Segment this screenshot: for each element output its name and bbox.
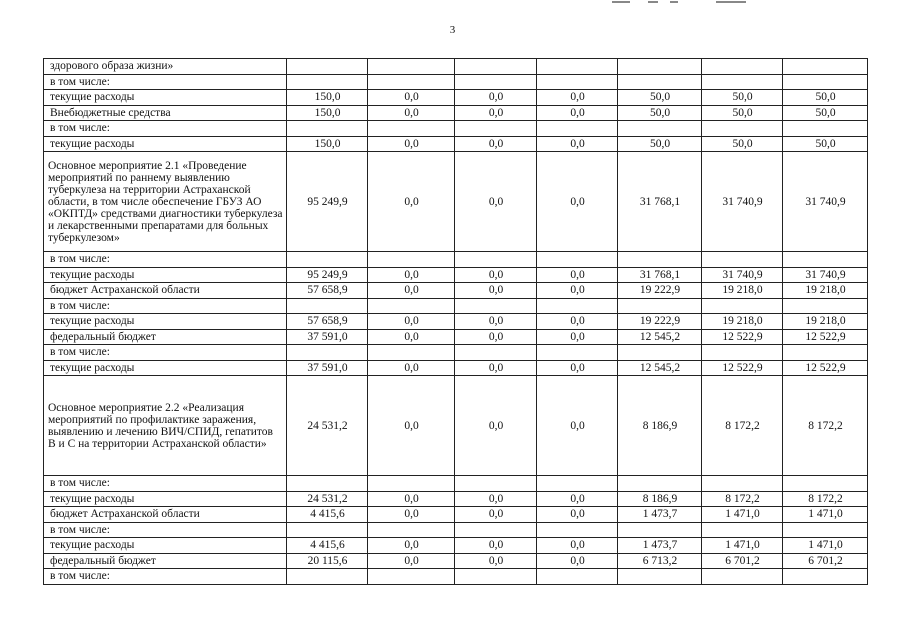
value-cell: 12 545,2	[618, 329, 702, 345]
value-cell	[287, 522, 368, 538]
value-cell	[618, 345, 702, 361]
value-cell: 0,0	[455, 507, 537, 523]
value-cell: 6 713,2	[618, 553, 702, 569]
row-label: в том числе:	[44, 345, 287, 361]
value-cell: 50,0	[702, 105, 783, 121]
value-cell	[368, 569, 455, 585]
value-cell: 0,0	[455, 491, 537, 507]
value-cell: 0,0	[368, 553, 455, 569]
value-cell: 0,0	[537, 283, 618, 299]
value-cell: 0,0	[455, 553, 537, 569]
value-cell: 37 591,0	[287, 329, 368, 345]
value-cell	[455, 252, 537, 268]
value-cell	[618, 252, 702, 268]
value-cell	[702, 345, 783, 361]
row-label: текущие расходы	[44, 491, 287, 507]
value-cell: 0,0	[368, 360, 455, 376]
scan-marks	[612, 0, 762, 4]
table-row	[44, 345, 868, 361]
value-cell	[455, 569, 537, 585]
table-row	[44, 476, 868, 492]
budget-table	[43, 58, 868, 585]
value-cell: 0,0	[368, 267, 455, 283]
value-cell	[368, 345, 455, 361]
table-row	[44, 538, 868, 554]
value-cell	[783, 345, 868, 361]
value-cell	[537, 569, 618, 585]
value-cell	[537, 522, 618, 538]
table-row	[44, 90, 868, 106]
value-cell: 1 471,0	[783, 538, 868, 554]
value-cell: 20 115,6	[287, 553, 368, 569]
value-cell: 95 249,9	[287, 267, 368, 283]
value-cell	[618, 59, 702, 75]
value-cell	[537, 121, 618, 137]
value-cell	[618, 569, 702, 585]
value-cell: 19 218,0	[783, 283, 868, 299]
value-cell: 31 740,9	[783, 267, 868, 283]
row-label: текущие расходы	[44, 360, 287, 376]
value-cell: 0,0	[537, 152, 618, 252]
value-cell: 0,0	[368, 152, 455, 252]
value-cell	[368, 476, 455, 492]
value-cell: 0,0	[455, 538, 537, 554]
value-cell	[287, 345, 368, 361]
value-cell	[702, 476, 783, 492]
value-cell: 19 218,0	[783, 314, 868, 330]
value-cell: 0,0	[368, 105, 455, 121]
value-cell	[702, 74, 783, 90]
table-row	[44, 491, 868, 507]
value-cell	[455, 522, 537, 538]
value-cell	[455, 298, 537, 314]
value-cell: 0,0	[368, 314, 455, 330]
value-cell: 0,0	[368, 507, 455, 523]
value-cell: 0,0	[537, 507, 618, 523]
value-cell: 0,0	[368, 491, 455, 507]
value-cell	[618, 522, 702, 538]
value-cell: 150,0	[287, 105, 368, 121]
value-cell	[702, 298, 783, 314]
value-cell	[618, 74, 702, 90]
value-cell: 4 415,6	[287, 538, 368, 554]
row-label: текущие расходы	[44, 538, 287, 554]
table-row	[44, 152, 868, 252]
value-cell	[702, 59, 783, 75]
value-cell	[287, 74, 368, 90]
value-cell	[783, 121, 868, 137]
value-cell: 95 249,9	[287, 152, 368, 252]
value-cell: 50,0	[783, 136, 868, 152]
value-cell: 1 473,7	[618, 538, 702, 554]
value-cell	[783, 522, 868, 538]
table-row	[44, 121, 868, 137]
value-cell	[455, 345, 537, 361]
value-cell: 12 522,9	[702, 329, 783, 345]
value-cell: 0,0	[537, 360, 618, 376]
value-cell	[537, 74, 618, 90]
value-cell: 31 740,9	[702, 152, 783, 252]
value-cell: 1 471,0	[702, 538, 783, 554]
value-cell: 6 701,2	[783, 553, 868, 569]
value-cell	[702, 252, 783, 268]
value-cell	[783, 298, 868, 314]
value-cell: 0,0	[455, 136, 537, 152]
value-cell: 150,0	[287, 136, 368, 152]
table-row	[44, 136, 868, 152]
value-cell: 0,0	[368, 136, 455, 152]
value-cell: 0,0	[537, 491, 618, 507]
row-label: Основное мероприятие 2.2 «Реализация мероприятий по профилактике заражения, выявлению и лечению ВИЧ/СПИД, гепатитов В и С на территории Астраханской области»	[44, 376, 287, 476]
value-cell: 57 658,9	[287, 314, 368, 330]
table-body	[44, 59, 868, 585]
row-label: федеральный бюджет	[44, 329, 287, 345]
value-cell: 0,0	[537, 538, 618, 554]
table-row	[44, 74, 868, 90]
value-cell: 24 531,2	[287, 491, 368, 507]
table-row	[44, 298, 868, 314]
value-cell: 1 473,7	[618, 507, 702, 523]
value-cell: 0,0	[537, 105, 618, 121]
row-label: в том числе:	[44, 476, 287, 492]
row-label: здорового образа жизни»	[44, 59, 287, 75]
value-cell	[368, 74, 455, 90]
table-row	[44, 267, 868, 283]
table-row	[44, 252, 868, 268]
table-row	[44, 553, 868, 569]
value-cell: 0,0	[368, 90, 455, 106]
value-cell: 50,0	[618, 90, 702, 106]
value-cell: 8 186,9	[618, 376, 702, 476]
value-cell: 37 591,0	[287, 360, 368, 376]
value-cell	[537, 476, 618, 492]
row-label: Основное мероприятие 2.1 «Проведение мероприятий по раннему выявлению туберкулеза на территории Астраханской области, в том числе обеспечение ГБУЗ АО «ОКПТД» средствами диагностики туберкулеза и лекарственными препаратами для больных туберкулезом»	[44, 152, 287, 252]
value-cell: 0,0	[368, 376, 455, 476]
value-cell	[368, 59, 455, 75]
value-cell	[618, 121, 702, 137]
row-label: бюджет Астраханской области	[44, 283, 287, 299]
value-cell	[287, 298, 368, 314]
table-row	[44, 59, 868, 75]
value-cell: 8 172,2	[702, 491, 783, 507]
table-row	[44, 105, 868, 121]
value-cell	[783, 476, 868, 492]
table-row	[44, 314, 868, 330]
page-number: 3	[449, 24, 456, 36]
row-label: в том числе:	[44, 522, 287, 538]
value-cell	[618, 298, 702, 314]
value-cell	[702, 522, 783, 538]
row-label: федеральный бюджет	[44, 553, 287, 569]
value-cell: 0,0	[455, 376, 537, 476]
value-cell: 8 172,2	[783, 376, 868, 476]
value-cell	[287, 476, 368, 492]
value-cell	[455, 74, 537, 90]
value-cell: 50,0	[783, 105, 868, 121]
value-cell: 50,0	[702, 90, 783, 106]
value-cell: 0,0	[455, 90, 537, 106]
value-cell: 0,0	[455, 314, 537, 330]
value-cell: 8 186,9	[618, 491, 702, 507]
value-cell: 0,0	[455, 152, 537, 252]
value-cell: 0,0	[368, 283, 455, 299]
value-cell	[702, 121, 783, 137]
table-row	[44, 360, 868, 376]
value-cell: 12 545,2	[618, 360, 702, 376]
value-cell	[537, 298, 618, 314]
value-cell: 50,0	[783, 90, 868, 106]
value-cell: 31 768,1	[618, 267, 702, 283]
value-cell: 4 415,6	[287, 507, 368, 523]
row-label: текущие расходы	[44, 267, 287, 283]
value-cell: 12 522,9	[783, 329, 868, 345]
row-label: в том числе:	[44, 298, 287, 314]
value-cell	[455, 121, 537, 137]
value-cell	[783, 74, 868, 90]
value-cell: 6 701,2	[702, 553, 783, 569]
value-cell	[783, 59, 868, 75]
table-row	[44, 283, 868, 299]
value-cell: 0,0	[455, 105, 537, 121]
table-row	[44, 569, 868, 585]
value-cell: 0,0	[537, 267, 618, 283]
row-label: текущие расходы	[44, 314, 287, 330]
value-cell: 12 522,9	[783, 360, 868, 376]
value-cell: 19 218,0	[702, 314, 783, 330]
value-cell: 24 531,2	[287, 376, 368, 476]
value-cell: 31 768,1	[618, 152, 702, 252]
value-cell: 0,0	[455, 267, 537, 283]
value-cell	[368, 252, 455, 268]
value-cell: 1 471,0	[702, 507, 783, 523]
value-cell	[783, 569, 868, 585]
value-cell	[287, 59, 368, 75]
value-cell: 8 172,2	[702, 376, 783, 476]
table-row	[44, 507, 868, 523]
value-cell: 50,0	[702, 136, 783, 152]
table-row	[44, 329, 868, 345]
value-cell	[537, 252, 618, 268]
table-row	[44, 522, 868, 538]
value-cell: 57 658,9	[287, 283, 368, 299]
value-cell: 0,0	[537, 329, 618, 345]
value-cell	[368, 522, 455, 538]
value-cell: 0,0	[537, 136, 618, 152]
value-cell	[368, 298, 455, 314]
value-cell: 0,0	[368, 329, 455, 345]
value-cell: 31 740,9	[702, 267, 783, 283]
row-label: в том числе:	[44, 252, 287, 268]
row-label: текущие расходы	[44, 136, 287, 152]
value-cell: 19 218,0	[702, 283, 783, 299]
value-cell	[287, 569, 368, 585]
value-cell	[455, 476, 537, 492]
value-cell	[537, 59, 618, 75]
value-cell: 0,0	[368, 538, 455, 554]
value-cell: 150,0	[287, 90, 368, 106]
value-cell: 8 172,2	[783, 491, 868, 507]
row-label: бюджет Астраханской области	[44, 507, 287, 523]
value-cell: 0,0	[455, 329, 537, 345]
row-label: в том числе:	[44, 569, 287, 585]
value-cell: 12 522,9	[702, 360, 783, 376]
value-cell: 0,0	[537, 90, 618, 106]
value-cell: 50,0	[618, 136, 702, 152]
value-cell: 19 222,9	[618, 283, 702, 299]
value-cell: 0,0	[455, 360, 537, 376]
value-cell	[287, 121, 368, 137]
row-label: Внебюджетные средства	[44, 105, 287, 121]
value-cell	[537, 345, 618, 361]
table-row	[44, 376, 868, 476]
value-cell: 0,0	[455, 283, 537, 299]
value-cell: 19 222,9	[618, 314, 702, 330]
value-cell: 1 471,0	[783, 507, 868, 523]
value-cell	[618, 476, 702, 492]
value-cell	[368, 121, 455, 137]
value-cell: 0,0	[537, 314, 618, 330]
value-cell: 50,0	[618, 105, 702, 121]
value-cell: 0,0	[537, 553, 618, 569]
value-cell: 31 740,9	[783, 152, 868, 252]
value-cell	[287, 252, 368, 268]
row-label: текущие расходы	[44, 90, 287, 106]
value-cell	[702, 569, 783, 585]
value-cell	[455, 59, 537, 75]
value-cell: 0,0	[537, 376, 618, 476]
row-label: в том числе:	[44, 74, 287, 90]
row-label: в том числе:	[44, 121, 287, 137]
value-cell	[783, 252, 868, 268]
